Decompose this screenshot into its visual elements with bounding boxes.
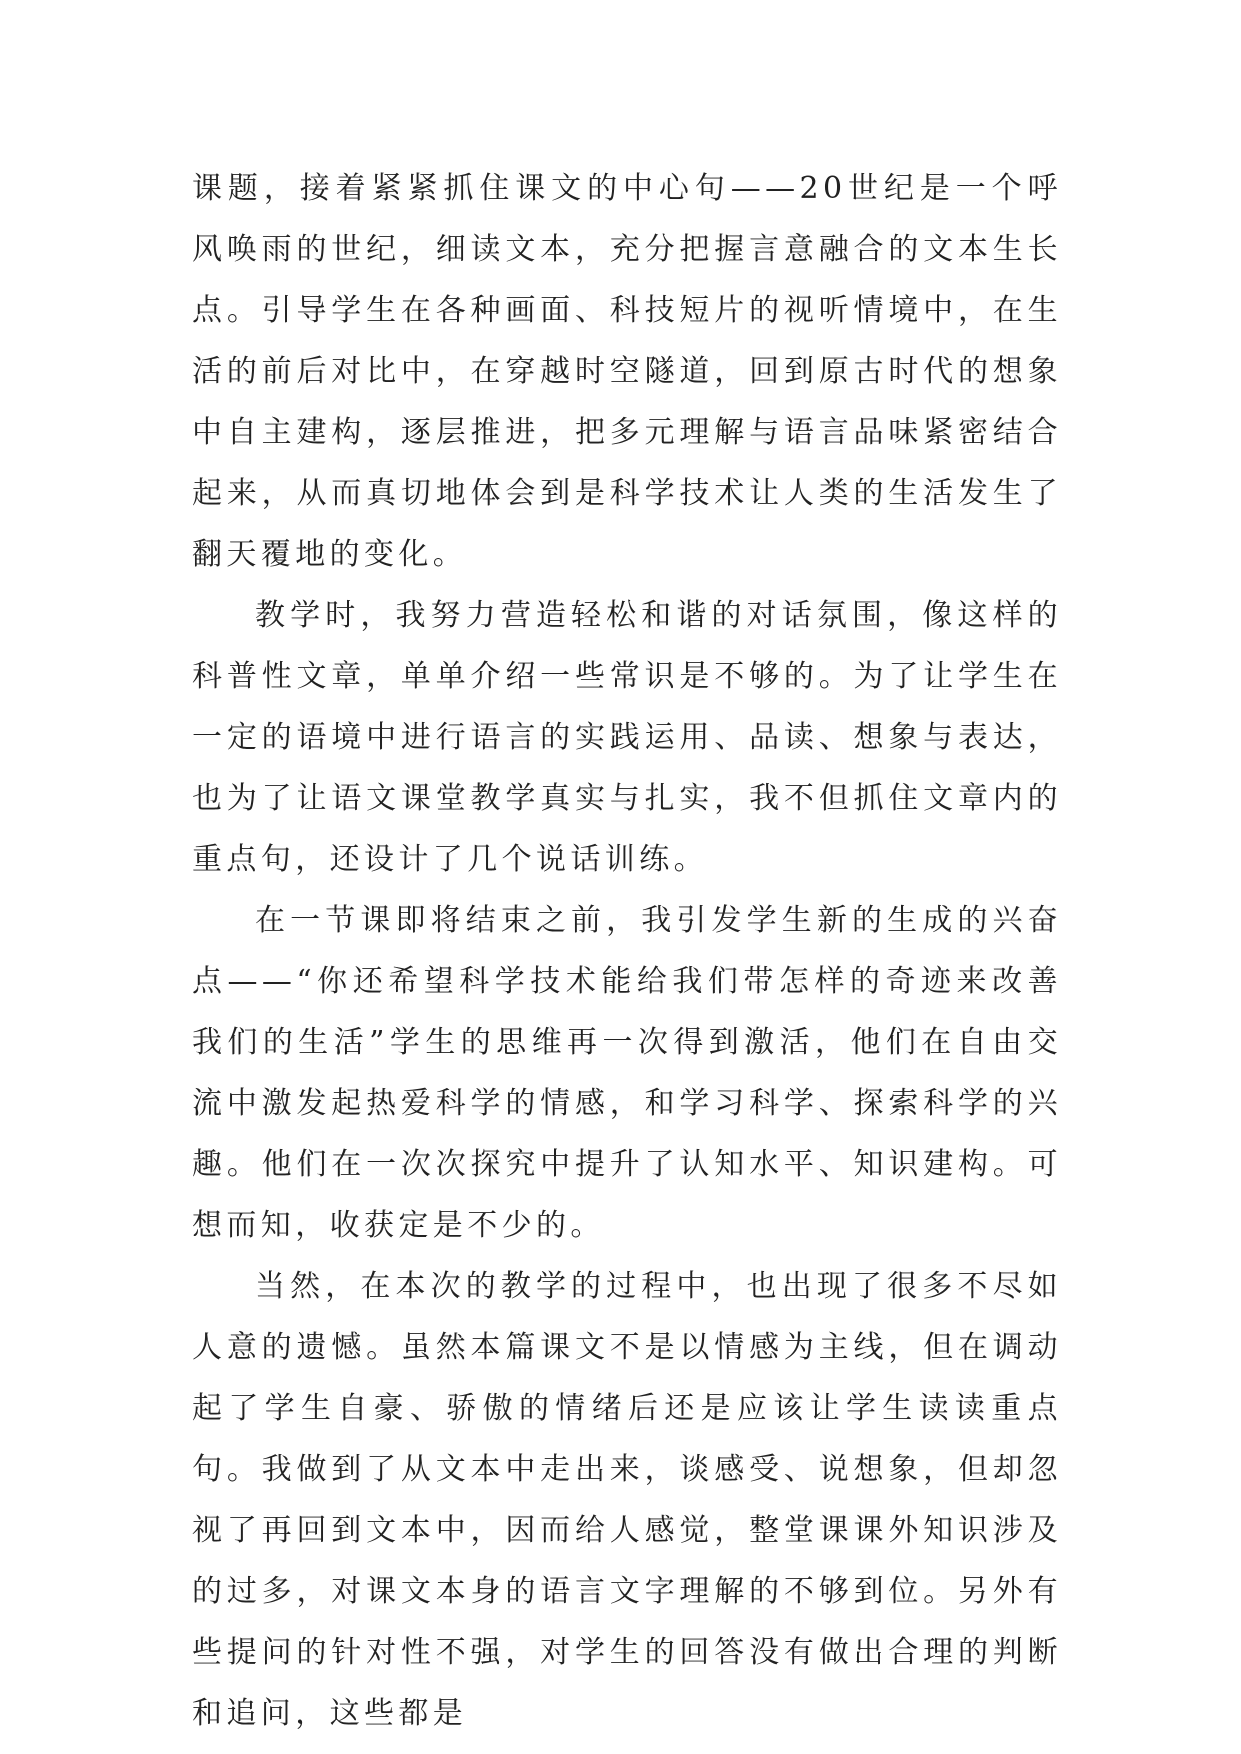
paragraph-4: 当然，在本次的教学的过程中，也出现了很多不尽如人意的遗憾。虽然本篇课文不是以情感为主线，但在调动起了学生自豪、骄傲的情绪后还是应该让学生读读重点句。我做到了从文本中走出来，谈感受、说想象，但却忽视了再回到文本中，因而给人感觉，整堂课课外知识涉及的过多，对课文本身的语言文字理解的不够到位。另外有些提问的针对性不强，对学生的回答没有做出合理的判断和追问，这些都是 bbox=[192, 1269, 1062, 1731]
paragraph-3: 在一节课即将结束之前，我引发学生新的生成的兴奋点——“你还希望科学技术能给我们带怎样的奇迹来改善我们的生活”学生的思维再一次得到激活，他们在自由交流中激发起热爱科学的情感，和学习科学、探索科学的兴趣。他们在一次次探究中提升了认知水平、知识建构。可想而知，收获定是不少的。 bbox=[192, 903, 1062, 1243]
body-text bbox=[192, 158, 1062, 1744]
paragraph-1: 课题，接着紧紧抓住课文的中心句——20世纪是一个呼风唤雨的世纪，细读文本，充分把握言意融合的文本生长点。引导学生在各种画面、科技短片的视听情境中，在生活的前后对比中，在穿越时空隧道，回到原古时代的想象中自主建构，逐层推进，把多元理解与语言品味紧密结合起来，从而真切地体会到是科学技术让人类的生活发生了翻天覆地的变化。 bbox=[192, 171, 1062, 572]
paragraph-2: 教学时，我努力营造轻松和谐的对话氛围，像这样的科普性文章，单单介绍一些常识是不够的。为了让学生在一定的语境中进行语言的实践运用、品读、想象与表达，也为了让语文课堂教学真实与扎实，我不但抓住文章内的重点句，还设计了几个说话训练。 bbox=[192, 598, 1062, 877]
